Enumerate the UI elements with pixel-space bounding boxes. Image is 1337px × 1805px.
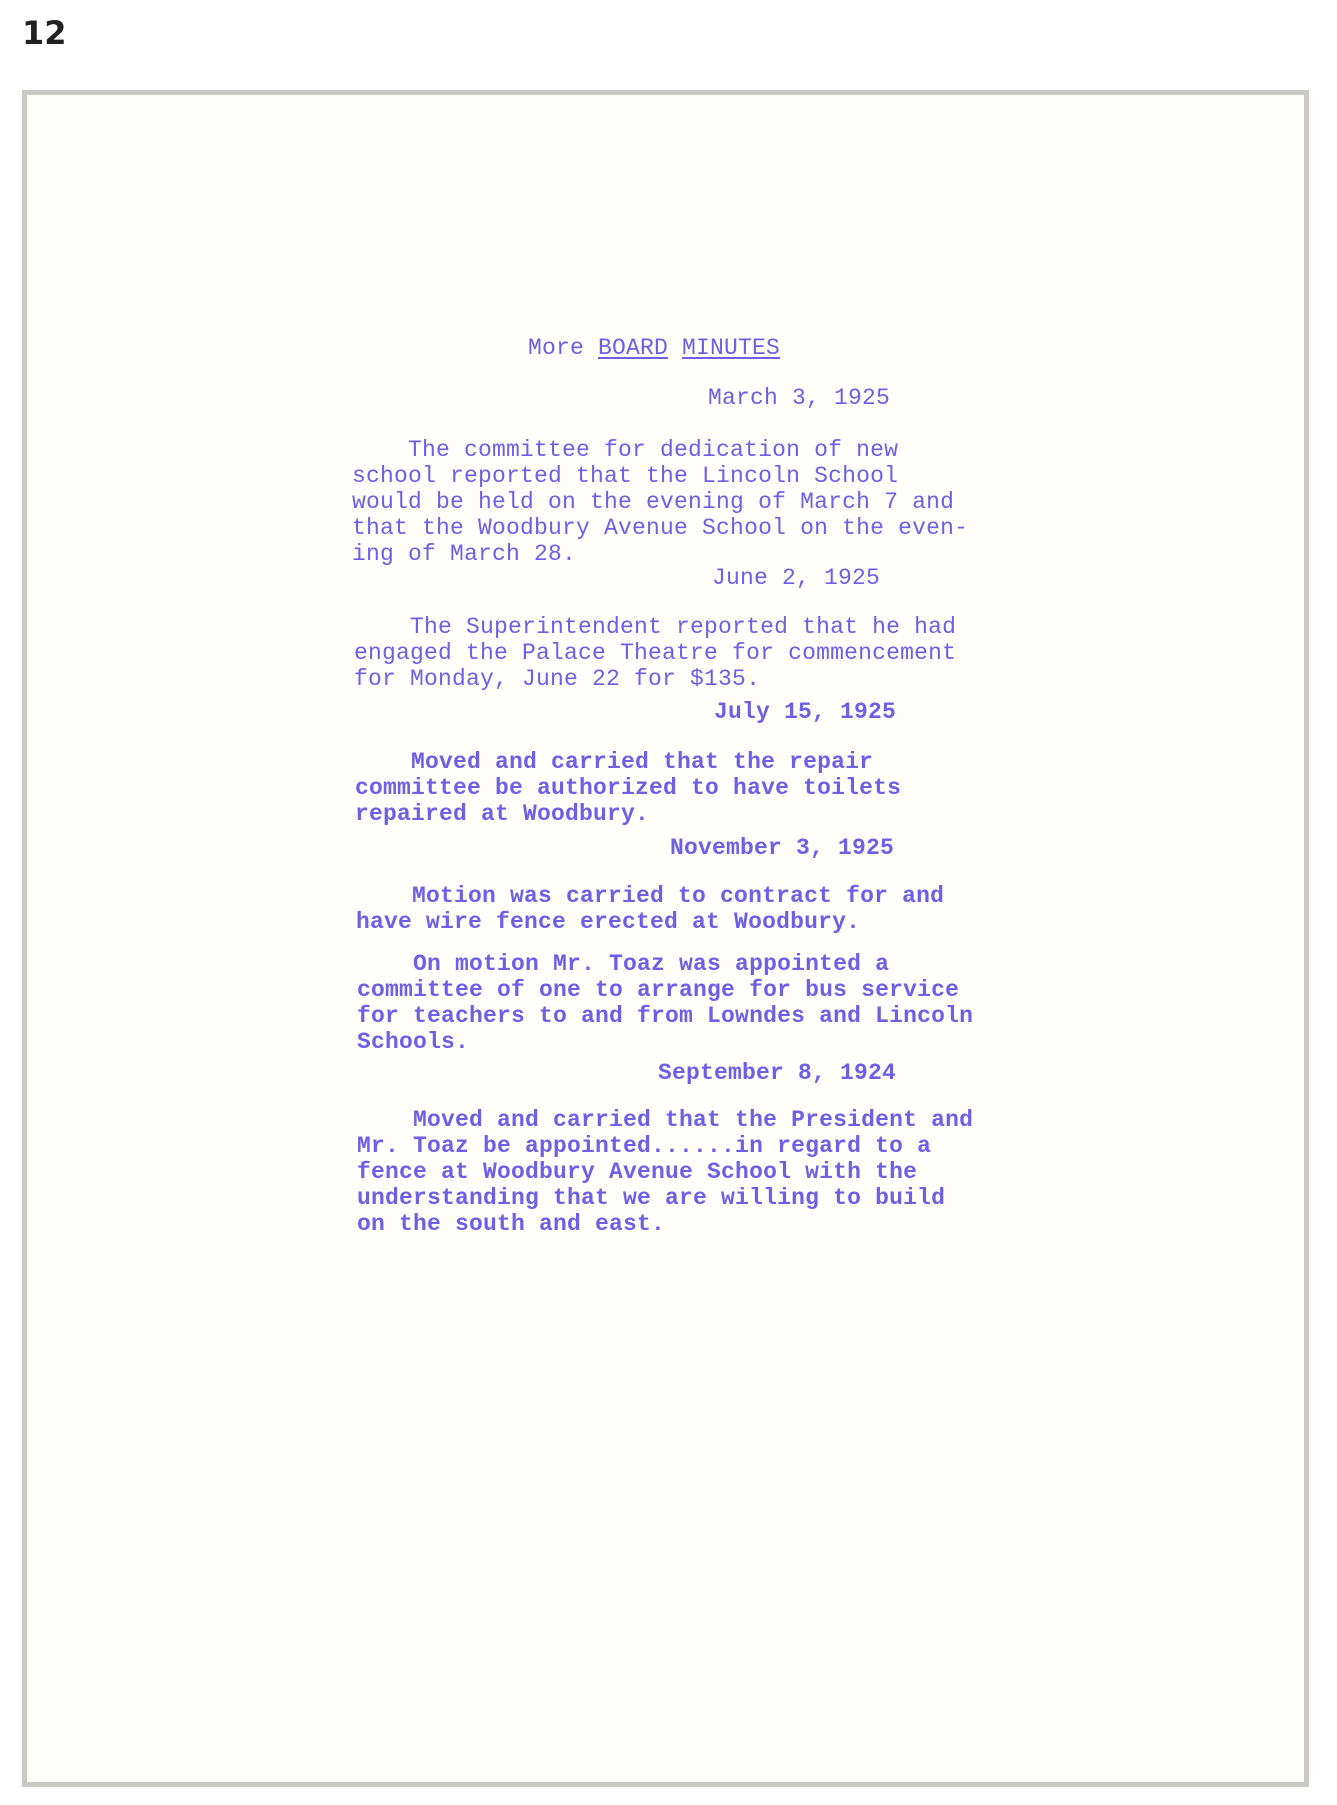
entry-paragraph: On motion Mr. Toaz was appointed a committee of one to arrange for bus service for teachers to and from Lowndes and Lincoln Schools. xyxy=(357,951,974,1055)
title-prefix: More xyxy=(528,335,599,361)
entry-date: September 8, 1924 xyxy=(658,1060,897,1086)
entry-paragraph: Moved and carried that the repair committee be authorized to have toilets repaired at Woodbury. xyxy=(355,749,902,827)
document-title xyxy=(528,335,780,361)
entry-date: March 3, 1925 xyxy=(708,385,891,411)
entry-paragraph: Motion was carried to contract for and have wire fence erected at Woodbury. xyxy=(356,883,945,935)
entry-date: July 15, 1925 xyxy=(714,699,897,725)
entry-date: June 2, 1925 xyxy=(712,565,881,591)
entry-date: November 3, 1925 xyxy=(670,835,895,861)
entry-paragraph: Moved and carried that the President and Mr. Toaz be appointed......in regard to a fence at Woodbury Avenue School with the understanding that we are willing to build on the south and east. xyxy=(357,1107,974,1237)
title-underlined-minutes: MINUTES xyxy=(682,335,781,361)
title-underlined-board: BOARD xyxy=(598,335,669,361)
document-sheet xyxy=(22,90,1309,1787)
entry-paragraph: The Superintendent reported that he had engaged the Palace Theatre for commencement for Monday, June 22 for $135. xyxy=(354,614,957,692)
entry-paragraph: The committee for dedication of new school reported that the Lincoln School would be held on the evening of March 7 and that the Woodbury Avenue School on the even- ing of March 28. xyxy=(352,437,969,567)
page-number: 12 xyxy=(22,14,67,52)
